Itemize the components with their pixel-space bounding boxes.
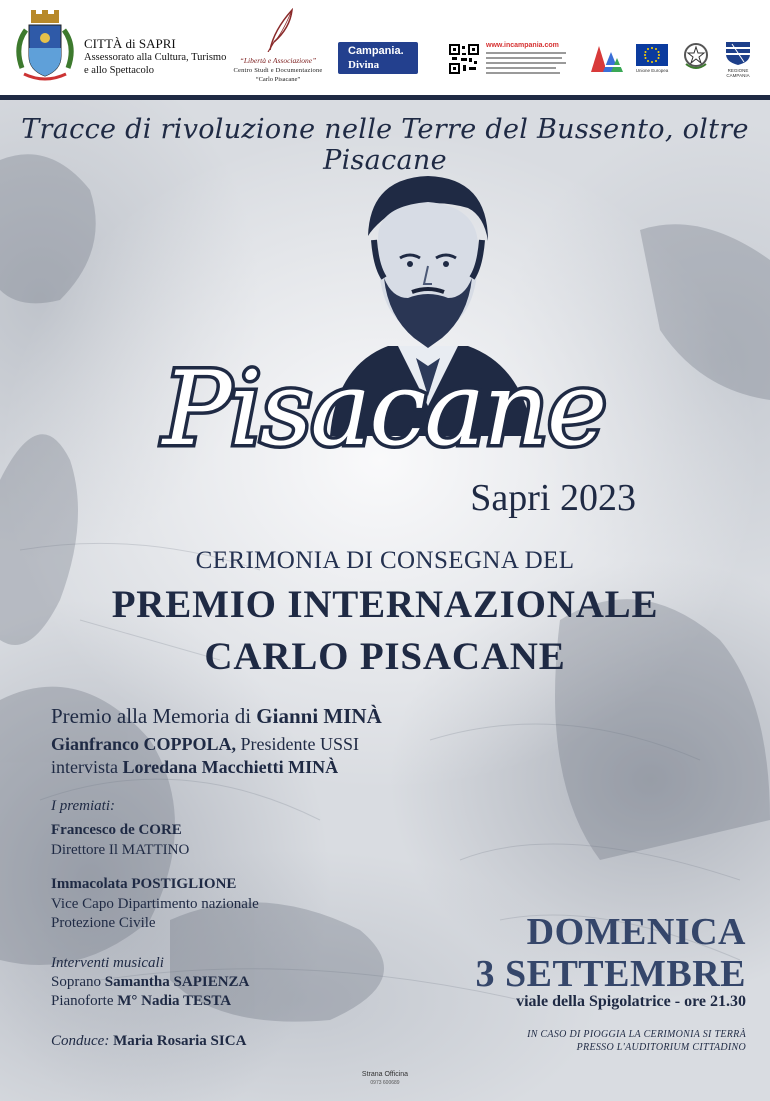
designer-phone: 0973 600689 bbox=[370, 1080, 400, 1086]
piano-name: M° Nadia TESTA bbox=[117, 993, 232, 1009]
city-department: Assessorato alla Cultura, Turismo e allo Spettacolo bbox=[84, 52, 227, 76]
host-label: Conduce: bbox=[51, 1033, 110, 1049]
memorial-honoree: Gianni MINÀ bbox=[256, 704, 382, 728]
interview-line bbox=[51, 757, 338, 778]
awardee-name: Francesco de CORE bbox=[51, 822, 182, 838]
soprano-name: Samantha SAPIENZA bbox=[104, 974, 250, 990]
guest-line bbox=[51, 734, 359, 755]
event-day: DOMENICA bbox=[526, 911, 746, 953]
guest-name: Gianfranco COPPOLA, bbox=[51, 734, 236, 754]
piano-label: Pianoforte bbox=[51, 993, 118, 1009]
awardee-role: Vice Capo Dipartimento nazionale bbox=[51, 896, 259, 912]
award-title-line1: PREMIO INTERNAZIONALE bbox=[111, 583, 659, 626]
eu-caption: Unione Europea bbox=[635, 68, 669, 73]
tagline: Tracce di rivoluzione nelle Terre del Bussento, oltre Pisacane bbox=[21, 114, 749, 176]
poc-campania-logo-icon bbox=[589, 42, 625, 74]
eu-stars-icon bbox=[636, 44, 668, 66]
interview-name: Loredana Macchietti MINÀ bbox=[122, 757, 339, 777]
eu-flag-icon bbox=[636, 44, 668, 66]
awardee-role: Protezione Civile bbox=[51, 915, 156, 931]
designer-credit: Strana Officina bbox=[361, 1071, 409, 1078]
memorial-award-line bbox=[51, 704, 382, 729]
qr-code-icon bbox=[449, 44, 479, 74]
event-venue: viale della Spigolatrice - ore 21.30 bbox=[516, 993, 746, 1010]
music-heading: Interventi musicali bbox=[51, 955, 164, 971]
incampania-info bbox=[486, 42, 568, 74]
campania-divina-logo bbox=[338, 42, 418, 74]
host-name: Maria Rosaria SICA bbox=[113, 1033, 247, 1049]
rain-note-line2: PRESSO L'AUDITORIUM CITTADINO bbox=[576, 1042, 746, 1053]
awardee-name: Immacolata POSTIGLIONE bbox=[51, 876, 237, 892]
city-name: CITTÀ di SAPRI bbox=[84, 36, 176, 51]
piano-line bbox=[51, 993, 231, 1010]
association-name: Centro Studi e Documentazione bbox=[233, 67, 323, 74]
soprano-label: Soprano bbox=[51, 974, 105, 990]
campania-badge-line2: Divina bbox=[348, 59, 380, 71]
sapri-crest-icon bbox=[14, 8, 76, 88]
awardees-heading: I premiati: bbox=[51, 798, 116, 814]
region-caption: REGIONE CAMPANIA bbox=[726, 68, 750, 78]
interview-prefix: intervista bbox=[51, 757, 123, 777]
association-motto: “Libertà e Associazione” bbox=[239, 56, 317, 65]
award-title-line2: CARLO PISACANE bbox=[204, 635, 566, 678]
incampania-fine-print bbox=[486, 52, 568, 74]
memorial-prefix: Premio alla Memoria di bbox=[51, 704, 257, 728]
rain-note-line1: IN CASO DI PIOGGIA LA CERIMONIA SI TERRÀ bbox=[527, 1029, 746, 1040]
guest-role: Presidente USSI bbox=[236, 734, 359, 754]
city-block bbox=[84, 36, 226, 77]
association-subject: “Carlo Pisacane” bbox=[255, 76, 301, 83]
italian-republic-emblem-icon bbox=[683, 42, 709, 70]
incampania-url: www.incampania.com bbox=[486, 42, 559, 49]
pisacane-script-title bbox=[126, 326, 646, 486]
association-logo bbox=[228, 6, 328, 90]
host-line bbox=[51, 1033, 246, 1050]
quill-feather-icon bbox=[264, 8, 296, 52]
event-year: Sapri 2023 bbox=[470, 477, 636, 519]
regione-campania-logo-icon bbox=[722, 40, 754, 66]
event-date: 3 SETTEMBRE bbox=[475, 953, 746, 995]
soprano-line bbox=[51, 974, 249, 991]
ceremony-line: CERIMONIA DI CONSEGNA DEL bbox=[195, 547, 575, 574]
awardee-role: Direttore Il MATTINO bbox=[51, 842, 190, 858]
campania-badge-line1: Campania. bbox=[348, 45, 404, 57]
header-logo-bar bbox=[0, 0, 770, 96]
pisacane-script-text: Pisacane bbox=[162, 350, 606, 469]
